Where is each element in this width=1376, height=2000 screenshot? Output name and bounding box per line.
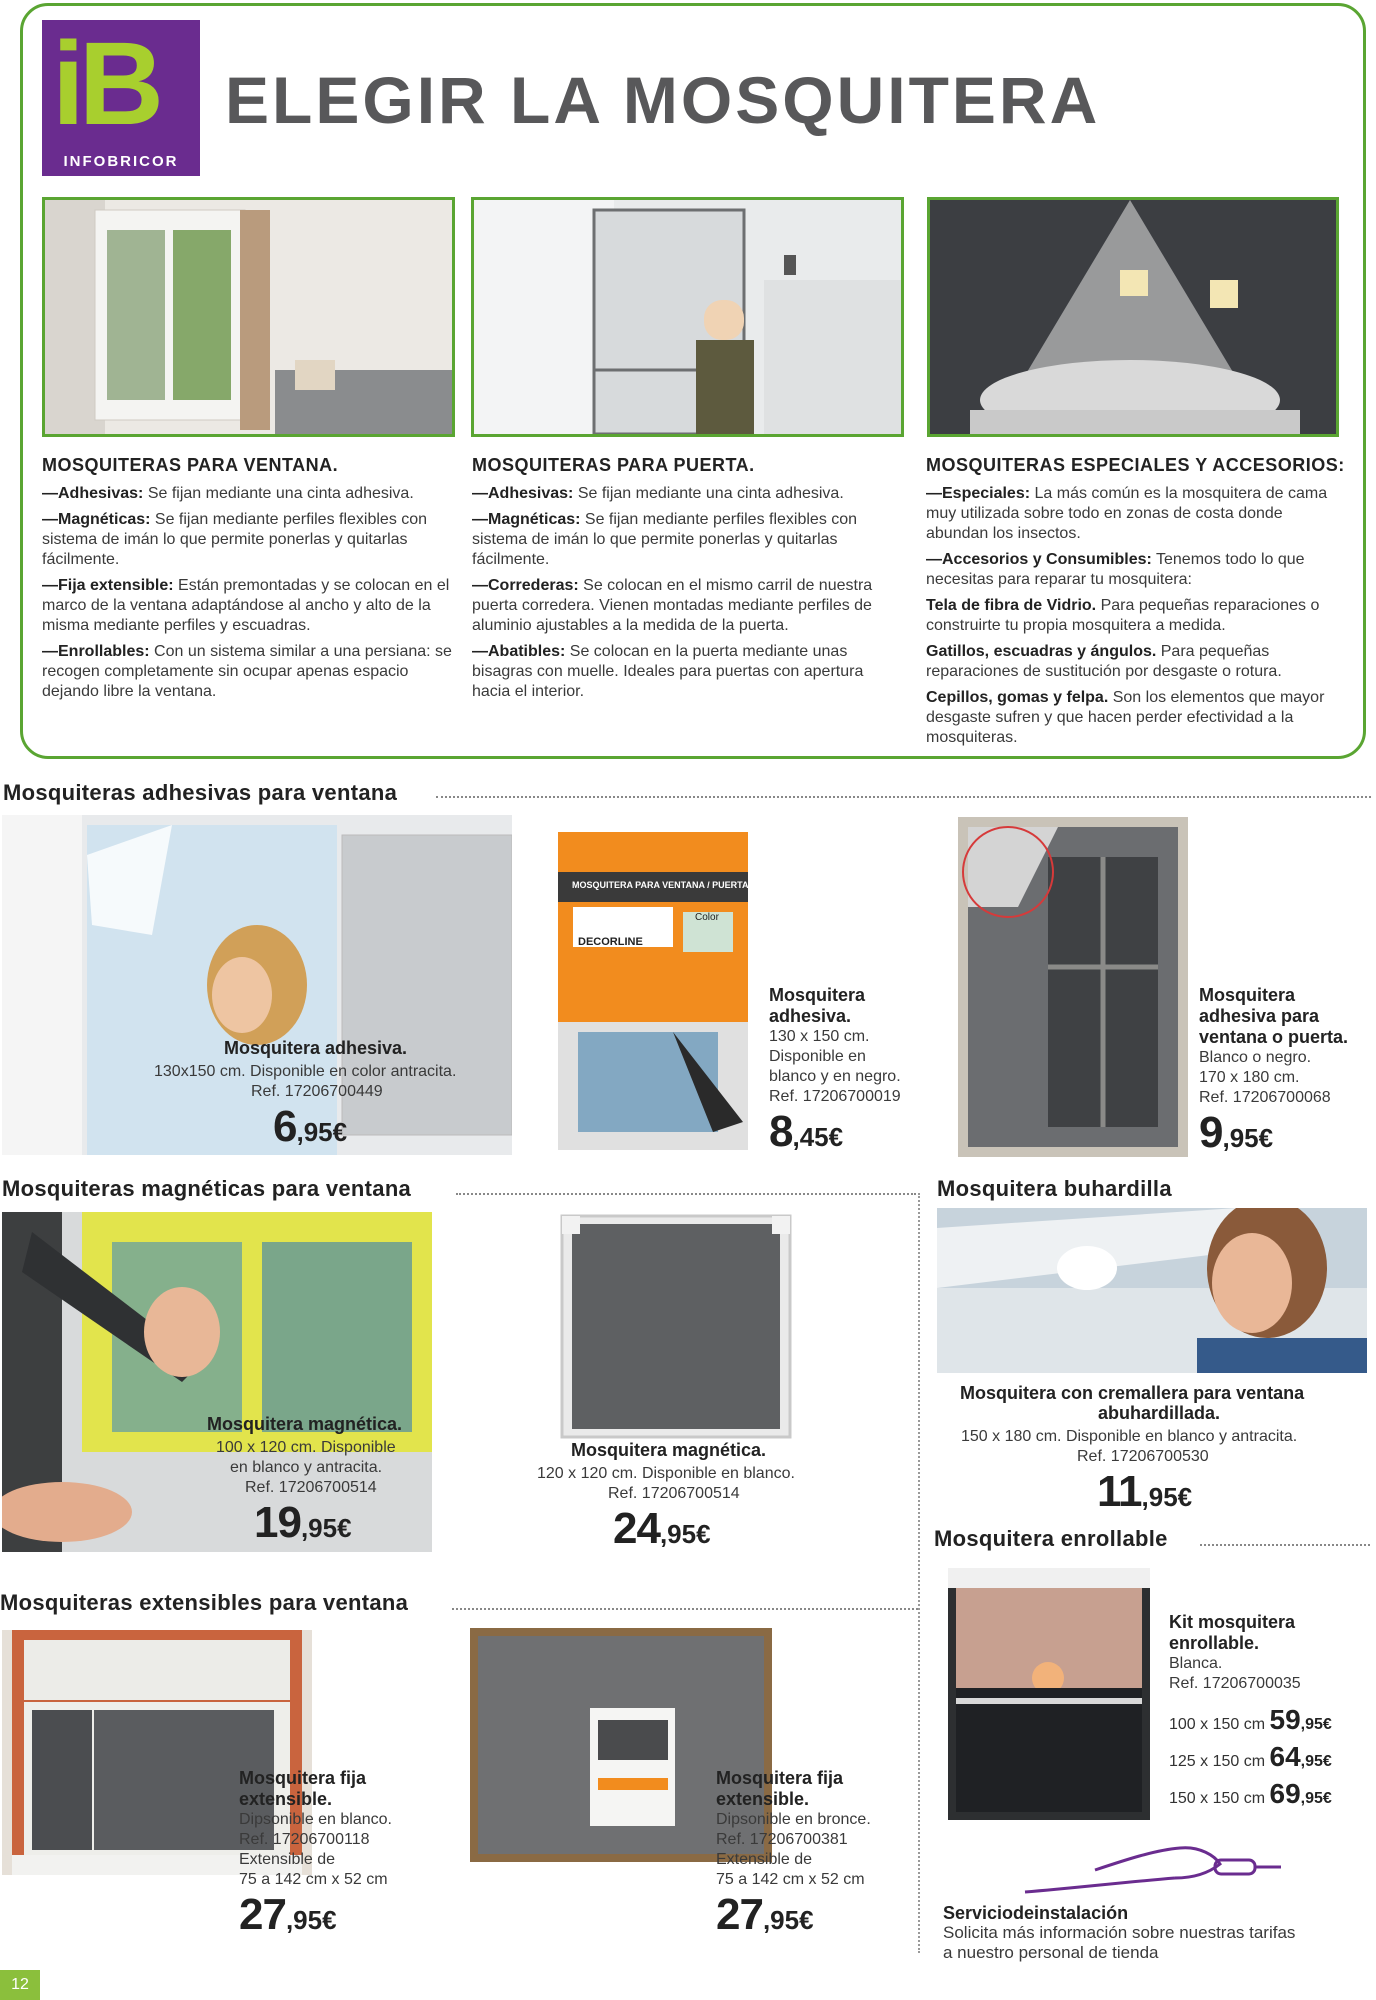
intro-heading-special: MOSQUITERAS ESPECIALES Y ACCESORIOS: <box>926 455 1345 475</box>
product-info-enr <box>1169 1612 1374 1694</box>
screwdriver-hand-icon <box>1015 1830 1285 1900</box>
product-ref: Ref. 17206700449 <box>251 1083 383 1100</box>
intro-item: —Abatibles: Se colocan en la puerta mediante unas bisagras con muelle. Ideales para puertas con apertura hacia el interior. <box>472 643 864 700</box>
product-info-adh2 <box>769 985 949 1157</box>
intro-heading-window: MOSQUITERAS PARA VENTANA. <box>42 455 339 475</box>
intro-item: Cepillos, gomas y felpa. Son los elementos que mayor desgaste sufren y que hacen perder efectividad a la mosquiteras. <box>926 689 1325 746</box>
product-name: extensible. <box>716 1789 810 1809</box>
infobricor-logo <box>42 20 200 176</box>
intro-item: —Adhesivas: Se fijan mediante una cinta adhesiva. <box>472 485 844 502</box>
product-price: 9,95€ <box>1199 1108 1274 1157</box>
product-desc: Extensible de <box>716 1851 813 1868</box>
product-price: 27,95€ <box>239 1890 337 1939</box>
product-ref: Ref. 17206700118 <box>239 1831 370 1848</box>
intro-item: —Magnéticas: Se fijan mediante perfiles flexibles con sistema de imán lo que permite ponerlas y quitarlas fácilmente. <box>42 511 428 568</box>
service-line: Solicita más información sobre nuestras tarifas <box>943 1923 1296 1942</box>
product-desc: 100 x 120 cm. Disponible <box>216 1439 396 1456</box>
intro-item: —Magnéticas: Se fijan mediante perfiles flexibles con sistema de imán lo que permite ponerlas y quitarlas fácilmente. <box>472 511 858 568</box>
section-heading-extensibles: Mosquiteras extensibles para ventana <box>0 1590 409 1615</box>
section-divider <box>436 796 1371 798</box>
product-name: abuhardillada. <box>1098 1403 1221 1423</box>
magnetic-window-photo <box>2 1212 432 1552</box>
magnetic-screen-photo <box>560 1214 792 1439</box>
intro-col-door <box>472 455 902 708</box>
intro-heading-door: MOSQUITERAS PARA PUERTA. <box>472 455 755 475</box>
product-name: Mosquitera magnética. <box>571 1440 767 1460</box>
adhesive-door-photo <box>958 817 1188 1157</box>
service-title: Serviciodeinstalación <box>943 1903 1129 1923</box>
product-desc: 170 x 180 cm. <box>1199 1069 1300 1086</box>
product-price: 24,95€ <box>613 1504 711 1553</box>
adhesive-window-photo <box>2 815 512 1155</box>
product-desc: 130x150 cm. Disponible en color antracita. <box>154 1063 457 1080</box>
section-heading-magneticas: Mosquiteras magnéticas para ventana <box>2 1176 412 1201</box>
intro-item: —Adhesivas: Se fijan mediante una cinta adhesiva. <box>42 485 414 502</box>
product-desc: Disponible en <box>769 1048 866 1065</box>
product-price: 19,95€ <box>254 1498 352 1547</box>
product-desc: Blanca. <box>1169 1655 1223 1672</box>
intro-item: Gatillos, escuadras y ángulos. Para pequeñas reparaciones de sustitución por desgaste o rotura. <box>926 643 1282 680</box>
intro-item: —Fija extensible: Están premontadas y se colocan en el marco de la ventana adaptándose al ancho y alto de la misma mediante perfiles y escuadras. <box>42 577 450 634</box>
product-info-adh3 <box>1199 985 1374 1158</box>
product-price: 6,95€ <box>273 1102 348 1151</box>
product-name: Mosquitera <box>1199 985 1296 1005</box>
product-desc: 75 a 142 cm x 52 cm <box>716 1871 865 1888</box>
product-name: Mosquitera con cremallera para ventana <box>960 1383 1305 1403</box>
section-heading-enrollable: Mosquitera enrollable <box>934 1526 1168 1551</box>
price-row: 150 x 150 cm 69,95€ <box>1169 1778 1332 1809</box>
product-ref: Ref. 17206700035 <box>1169 1675 1301 1692</box>
product-info-ext1 <box>239 1768 439 1940</box>
product-name: Mosquitera fija <box>239 1768 367 1788</box>
logo-mark: iB <box>52 18 158 150</box>
product-name: adhesiva para <box>1199 1006 1320 1026</box>
section-divider <box>452 1608 918 1610</box>
product-name: Mosquitera adhesiva. <box>224 1038 408 1058</box>
product-desc: en blanco y antracita. <box>230 1459 383 1476</box>
package-color-text: Color <box>695 912 719 923</box>
door-screen-photo <box>471 197 904 437</box>
product-desc: Dipsonible en blanco. <box>239 1811 392 1828</box>
product-ref: Ref. 17206700019 <box>769 1088 901 1105</box>
window-screen-photo <box>42 197 455 437</box>
product-desc: Dipsonible en bronce. <box>716 1811 871 1828</box>
intro-item: —Enrollables: Con un sistema similar a una persiana: se recogen completamente sin ocupar apenas espacio dejando libre la ventana. <box>42 643 452 700</box>
product-name: Mosquitera magnética. <box>207 1414 403 1434</box>
product-desc: Extensible de <box>239 1851 336 1868</box>
product-info-ext2 <box>716 1768 916 1940</box>
section-divider <box>456 1193 916 1195</box>
bed-canopy-photo <box>927 197 1339 437</box>
section-heading-adhesivas: Mosquiteras adhesivas para ventana <box>3 780 398 805</box>
product-ref: Ref. 17206700530 <box>1077 1448 1209 1465</box>
product-desc: Blanco o negro. <box>1199 1049 1312 1066</box>
product-desc: blanco y en negro. <box>769 1068 901 1085</box>
product-ref: Ref. 17206700514 <box>608 1485 740 1502</box>
logo-brand-name: INFOBRICOR <box>63 153 179 170</box>
intro-col-special <box>926 455 1346 754</box>
product-name: extensible. <box>239 1789 333 1809</box>
product-price: 27,95€ <box>716 1890 814 1939</box>
product-ref: Ref. 17206700514 <box>245 1479 377 1496</box>
product-price: 8,45€ <box>769 1107 844 1156</box>
page-number: 12 <box>0 1970 40 2000</box>
price-row: 125 x 150 cm 64,95€ <box>1169 1741 1332 1772</box>
intro-col-window <box>42 455 462 708</box>
column-divider <box>918 1193 920 1953</box>
package-title-text: MOSQUITERA PARA VENTANA / PUERTA <box>572 880 749 890</box>
product-desc: 120 x 120 cm. Disponible en blanco. <box>537 1465 795 1482</box>
roof-window-photo <box>937 1208 1367 1373</box>
section-divider <box>1200 1544 1370 1546</box>
product-ref: Ref. 17206700381 <box>716 1831 848 1848</box>
product-price: 11,95€ <box>1097 1467 1193 1516</box>
service-line: a nuestro personal de tienda <box>943 1943 1159 1962</box>
roller-screen-photo <box>948 1568 1150 1820</box>
package-brand-text: DECORLINE <box>578 936 643 948</box>
intro-item: —Accesorios y Consumibles: Tenemos todo lo que necesitas para reparar tu mosquitera: <box>926 551 1305 588</box>
product-desc: 150 x 180 cm. Disponible en blanco y antracita. <box>961 1428 1298 1445</box>
page-title: ELEGIR LA MOSQUITERA <box>225 63 1101 137</box>
product-ref: Ref. 17206700068 <box>1199 1089 1331 1106</box>
product-name: Kit mosquitera <box>1169 1612 1296 1632</box>
intro-item: —Especiales: La más común es la mosquitera de cama muy utilizada sobre todo en zonas de costa donde abundan los insectos. <box>926 485 1328 542</box>
product-name: Mosquitera adhesiva. <box>769 985 866 1026</box>
product-name: ventana o puerta. <box>1199 1027 1349 1047</box>
intro-item: Tela de fibra de Vidrio. Para pequeñas reparaciones o construirte tu propia mosquitera a medida. <box>926 597 1320 634</box>
product-desc: 75 a 142 cm x 52 cm <box>239 1871 388 1888</box>
product-name: Mosquitera fija <box>716 1768 844 1788</box>
section-heading-buhardilla: Mosquitera buhardilla <box>937 1176 1172 1201</box>
intro-item: —Correderas: Se colocan en el mismo carril de nuestra puerta corredera. Vienen montadas mediante perfiles de aluminio ajustables a la medida de la puerta. <box>472 577 873 634</box>
product-desc: 130 x 150 cm. <box>769 1028 870 1045</box>
product-name: enrollable. <box>1169 1633 1260 1653</box>
price-row: 100 x 150 cm 59,95€ <box>1169 1704 1332 1735</box>
